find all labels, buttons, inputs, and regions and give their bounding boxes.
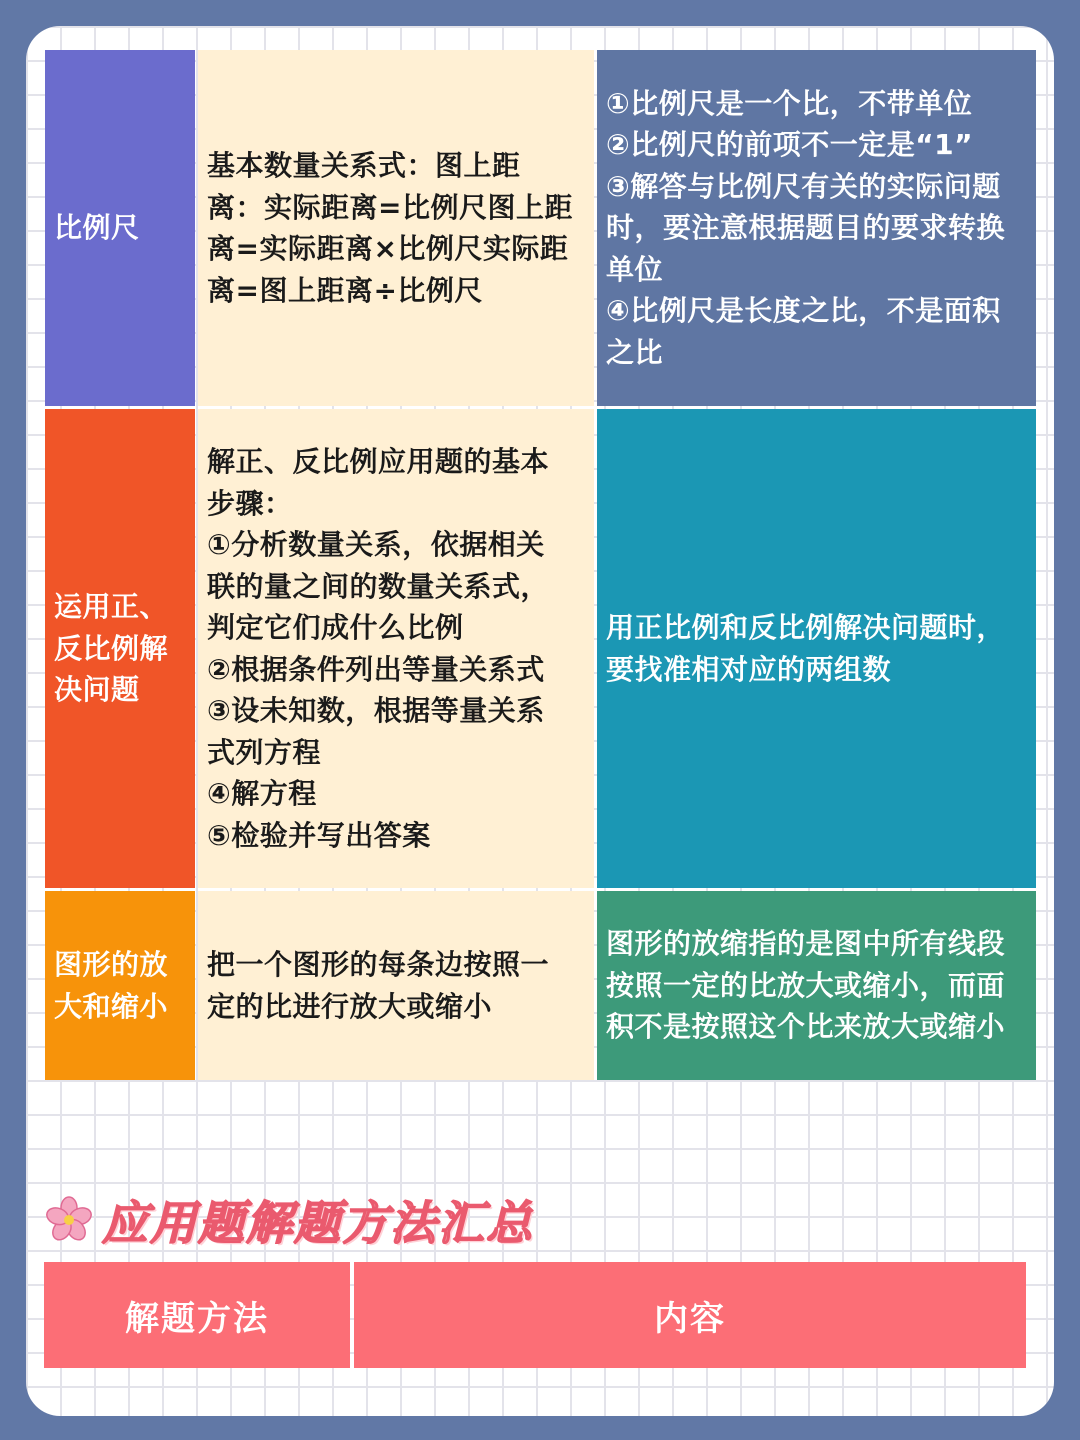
row-1-label: 比例尺 xyxy=(54,211,140,245)
row-3-label-cell xyxy=(45,891,195,1080)
row-2-formula-cell xyxy=(198,409,594,888)
row-3-label: 图形的放 大和缩小 xyxy=(54,948,169,1023)
header-content-label: 内容 xyxy=(654,1298,726,1339)
section-title: 应用题解题方法汇总 xyxy=(102,1196,534,1250)
row-3-formula: 把一个图形的每条边按照一 定的比进行放大或缩小 xyxy=(207,948,550,1023)
row-1-label-cell xyxy=(45,50,195,406)
row-2-note: 用正比例和反比例解决问题时， 要找准相对应的两组数 xyxy=(606,611,1006,686)
row-1-note: ①比例尺是一个比，不带单位 ②比例尺的前项不一定是“1” ③解答与比例尺有关的实际问题 时，要注意根据题目的要求转换 单位 ④比例尺是长度之比，不是面积 之比 xyxy=(606,86,1006,369)
header-content xyxy=(354,1262,1026,1368)
row-3-formula-cell xyxy=(198,891,594,1080)
flower-icon xyxy=(44,1195,94,1245)
section-heading xyxy=(44,1188,534,1252)
row-1-formula-cell xyxy=(198,50,594,406)
row-1-note-cell xyxy=(597,50,1036,406)
row-3-note: 图形的放缩指的是图中所有线段 按照一定的比放大或缩小，而面 积不是按照这个比来放大或缩小 xyxy=(606,927,1006,1044)
row-2-note-cell xyxy=(597,409,1036,888)
row-1-formula: 基本数量关系式：图上距 离：实际距离=比例尺图上距 离=实际距离×比例尺实际距 离=图上距离÷比例尺 xyxy=(207,149,573,307)
header-method xyxy=(44,1262,350,1368)
row-2-formula: 解正、反比例应用题的基本 步骤： ①分析数量关系，依据相关 联的量之间的数量关系式， 判定它们成什么比例 ②根据条件列出等量关系式 ③设未知数，根据等量关系 式列方程 ④解方程 ⑤检验并写出答案 xyxy=(207,445,550,852)
row-2-label: 运用正、 反比例解 决问题 xyxy=(54,590,169,707)
header-method-label: 解题方法 xyxy=(125,1298,269,1339)
row-2-label-cell xyxy=(45,409,195,888)
row-3-note-cell xyxy=(597,891,1036,1080)
